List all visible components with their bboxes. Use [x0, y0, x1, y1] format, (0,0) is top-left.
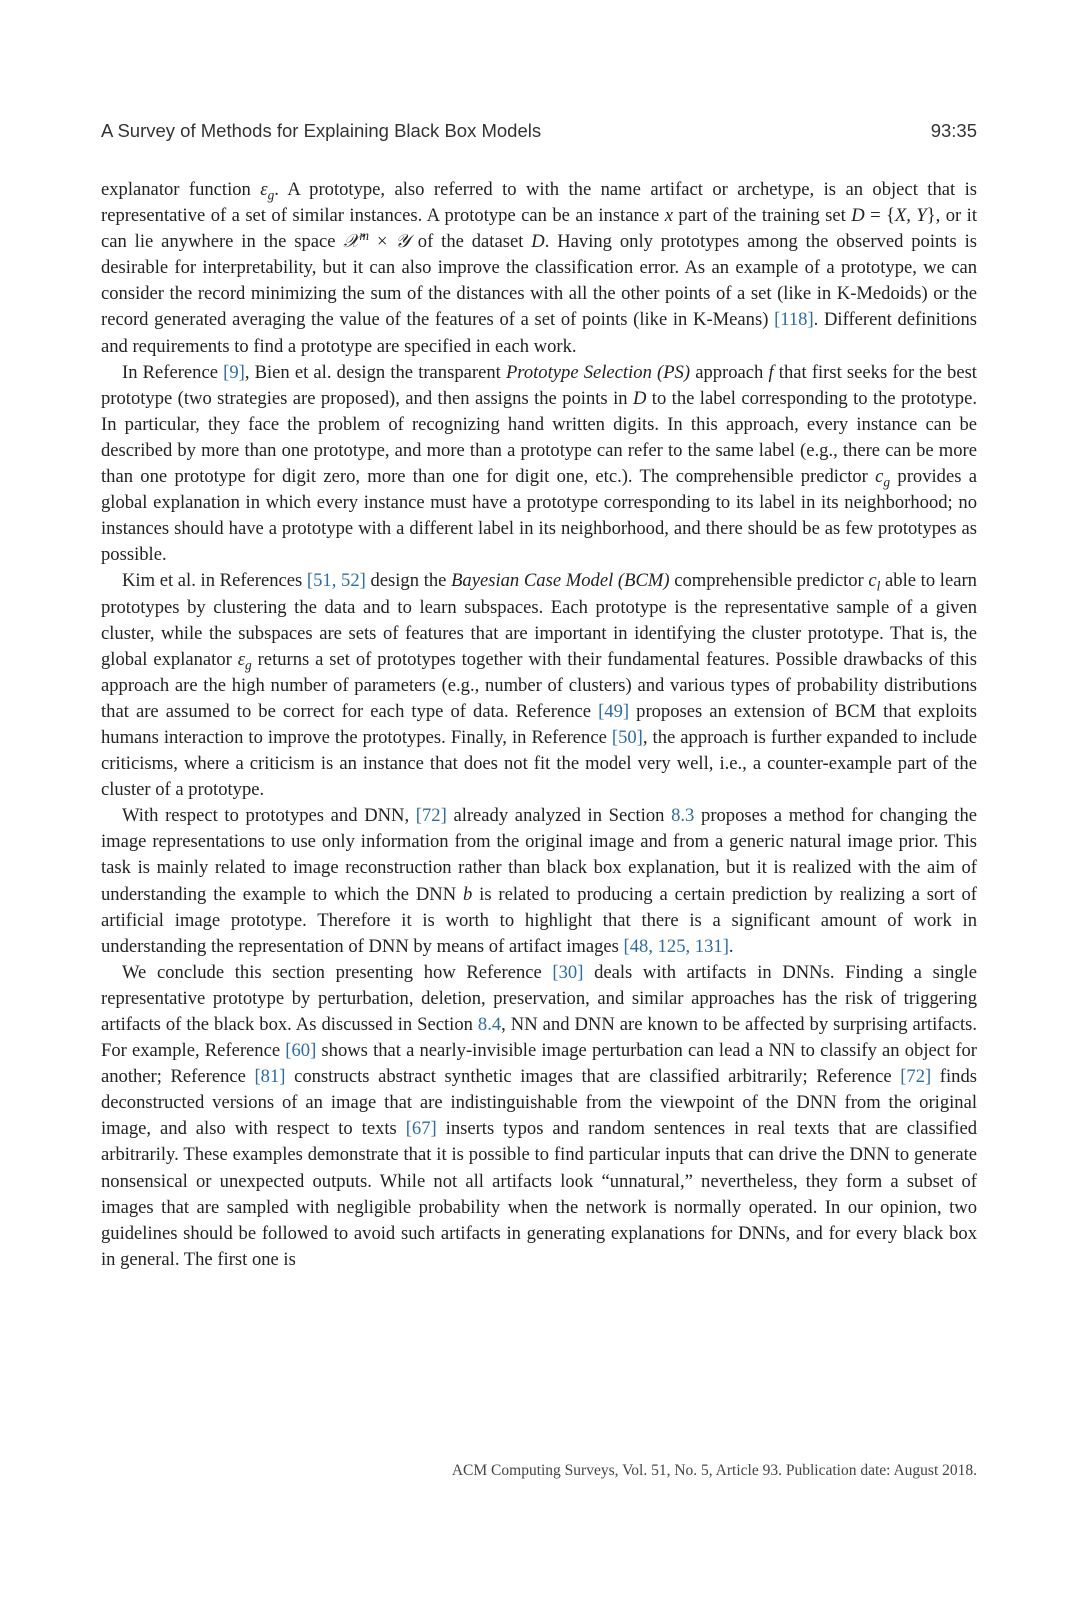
math-symbol: b	[463, 883, 473, 905]
math-superscript: m	[359, 228, 370, 243]
body-text	[101, 177, 977, 1273]
citation-link[interactable]: [67]	[405, 1118, 437, 1140]
citation-link[interactable]: [9]	[223, 361, 245, 383]
math-symbol: f	[768, 361, 774, 383]
running-title: A Survey of Methods for Explaining Black Box Models	[101, 120, 542, 141]
math-symbol: D	[632, 387, 647, 409]
citation-link[interactable]: [51, 52]	[306, 570, 366, 592]
math-symbol: 𝒳	[343, 231, 360, 253]
text-run: that first seeks for the best prototype (two strategies are proposed), and then assigns the points in	[101, 361, 977, 409]
text-run: comprehensible predictor	[669, 570, 869, 592]
citation-link[interactable]: 8.3	[671, 805, 695, 827]
text-run: approach	[690, 361, 769, 383]
citation-link[interactable]: 8.4	[477, 1014, 502, 1035]
text-run: With respect to prototypes and DNN,	[122, 805, 416, 827]
math-symbol: X, Y	[894, 205, 927, 227]
text-run: inserts typos and random sentences in real texts that are classified arbitrarily. These examples demonstrate that it is possible to find particular inputs that can drive the DNN to generate nonsensical or unexpected outputs. While not all artifacts look “unnatural,” nevertheless, they form a subset of images that are sampled with negligible probability when the network is normally operated. In our opinion, two guidelines should be followed to avoid such artifacts in generating explanations for DNNs, and for every black box in general. The first one is	[101, 1118, 977, 1270]
math-symbol: 𝒴	[395, 231, 410, 253]
text-run: part of the training set	[672, 205, 852, 227]
text-run: . A prototype, also referred to with the name artifact or archetype, is an object that is representative of a set of similar instances. A prototype can be an instance	[101, 179, 977, 227]
page-number: 93:35	[930, 120, 977, 141]
citation-link[interactable]: [30]	[552, 961, 584, 983]
math-symbol: ε	[260, 179, 268, 200]
paragraph	[101, 360, 977, 569]
text-run: , the approach is further expanded to include criticisms, where a criticism is an instance that does not fit the model very well, i.e., a counter-example part of the cluster of a prototype.	[101, 726, 978, 801]
text-run: , NN and DNN are known to be affected by surprising artifacts. For example, Reference	[101, 1014, 977, 1062]
journal-footer: ACM Computing Surveys, Vol. 51, No. 5, Article 93. Publication date: August 2018.	[451, 1462, 977, 1479]
text-run: is related to producing a certain prediction by realizing a sort of artificial image prototype. Therefore it is worth to highlight that there is a significant amount of work in understanding the representation of DNN by means of artifact images	[101, 883, 977, 957]
text-run: ×	[369, 231, 396, 253]
math-symbol: D	[851, 205, 865, 227]
paragraph	[101, 803, 977, 960]
text-run: constructs abstract synthetic images that are classified arbitrarily; Reference	[285, 1066, 901, 1088]
citation-link[interactable]: [118]	[774, 309, 814, 331]
text-run: shows that a nearly-invisible image perturbation can lead a NN to classify an object for another; Reference	[101, 1040, 977, 1088]
text-run: to the label corresponding to the prototype. In particular, they face the problem of recognizing hand written digits. In this approach, every instance can be described by more than one prototype, and more than a prototype can refer to the same label (e.g., there can be more than one prototype for digit zero, more than one for digit one, etc.). The comprehensible predictor	[101, 387, 977, 488]
math-subscript: l	[876, 579, 881, 595]
text-run: of the dataset	[409, 231, 532, 253]
text-run: = {	[864, 205, 895, 227]
running-head	[101, 120, 977, 142]
emphasized-term: Bayesian Case Model (BCM)	[451, 570, 670, 592]
text-run: explanator function	[101, 179, 261, 200]
math-subscript: g	[883, 474, 891, 490]
citation-link[interactable]: [48, 125, 131]	[623, 935, 729, 957]
text-run: able to learn prototypes by clustering the data and to learn subspaces. Each prototype is the representative sample of a given cluster, while the subspaces are sets of features that are important in identifying the cluster prototype. That is, the global explanator	[101, 570, 977, 670]
citation-link[interactable]: [49]	[598, 700, 630, 722]
text-run: finds deconstructed versions of an image that are indistinguishable from the viewpoint of the DNN from the original image, and also with respect to texts	[101, 1066, 977, 1140]
citation-link[interactable]: [50]	[611, 726, 643, 748]
citation-link[interactable]: [60]	[285, 1040, 317, 1062]
math-symbol: x	[664, 205, 673, 227]
math-subscript: g	[267, 187, 275, 203]
text-run: We conclude this section presenting how Reference	[122, 961, 553, 983]
math-symbol: ε	[237, 648, 246, 670]
text-run: In Reference	[122, 361, 224, 383]
paragraph	[101, 568, 977, 803]
citation-link[interactable]: [72]	[415, 805, 447, 827]
text-run: design the	[365, 570, 452, 592]
text-run: returns a set of prototypes together with their fundamental features. Possible drawbacks of this approach are the high number of parameters (e.g., number of clusters) and various types of probability distributions that are assumed to be correct for each type of data. Reference	[101, 648, 977, 722]
text-run: , Bien et al. design the transparent	[244, 361, 506, 383]
emphasized-term: Prototype Selection (PS)	[505, 361, 691, 383]
text-run: proposes an extension of BCM that exploits humans interaction to improve the prototypes. Finally, in Reference	[101, 700, 977, 748]
text-run: Kim et al. in References	[122, 570, 307, 592]
paragraph	[101, 960, 977, 1273]
text-run: proposes a method for changing the image representations to use only information from the original image and from a generic natural image prior. This task is mainly related to image reconstruction rather than black box explanation, but it is realized with the aim of understanding the example to which the DNN	[101, 805, 978, 905]
text-run: }, or it can lie anywhere in the space	[101, 205, 977, 253]
citation-link[interactable]: [81]	[254, 1066, 286, 1088]
math-symbol: D	[531, 231, 545, 253]
citation-link[interactable]: [72]	[900, 1066, 932, 1088]
math-subscript: g	[245, 657, 252, 673]
math-symbol: c	[868, 570, 877, 592]
text-run: .	[728, 935, 734, 957]
text-run: provides a global explanation in which every instance must have a prototype corresponding to its label in its neighborhood; no instances should have a prototype with a different label in its neighborhood, and there should be as few prototypes as possible.	[101, 466, 977, 566]
text-run: deals with artifacts in DNNs. Finding a single representative prototype by perturbation, deletion, preservation, and similar approaches has the risk of triggering artifacts of the black box. As discussed in Section	[101, 961, 977, 1035]
text-run: . Having only prototypes among the observed points is desirable for interpretability, but it can also improve the classification error. As an example of a prototype, we can consider the record minimizing the sum of the distances with all the other points of a set (like in K-Medoids) or the record generated averaging the value of the features of a set of points (like in K-Means)	[101, 231, 977, 331]
math-symbol: c	[875, 466, 884, 488]
text-run: already analyzed in Section	[446, 805, 672, 827]
paragraph	[101, 177, 977, 360]
text-run: . Different definitions and requirements to find a prototype are specified in each work.	[101, 309, 977, 357]
